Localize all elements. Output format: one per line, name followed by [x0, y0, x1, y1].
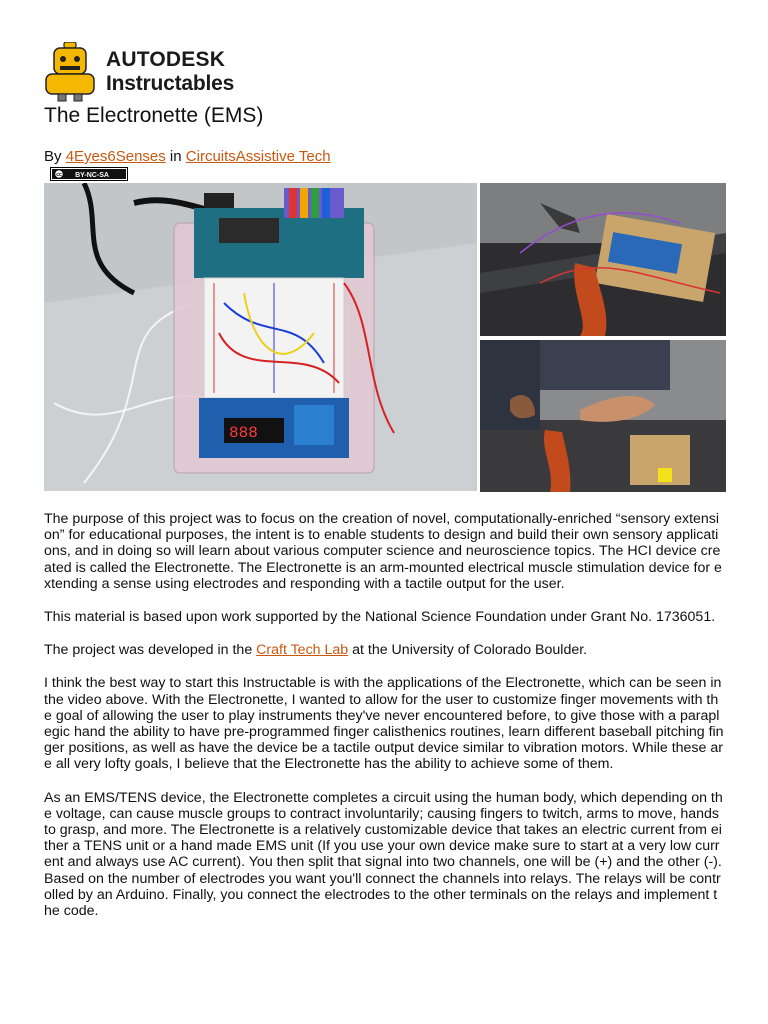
paragraph-nsf: This material is based upon work supported by the National Science Foundation under Grant No. 1736051.	[44, 609, 716, 626]
byline-middle: in	[165, 148, 186, 165]
article-body	[44, 511, 724, 936]
instructables-logo[interactable]	[44, 42, 244, 102]
svg-text:cc: cc	[56, 172, 62, 178]
photo-gallery	[44, 183, 726, 492]
brand-instructables: Instructables	[106, 72, 235, 95]
byline	[44, 148, 331, 165]
page-title: The Electronette (EMS)	[44, 104, 264, 127]
paragraph-lab	[44, 642, 724, 658]
svg-text:888: 888	[229, 424, 258, 442]
craft-tech-lab-link[interactable]: Craft Tech Lab	[256, 642, 349, 659]
robot-logo-icon	[44, 42, 96, 102]
paragraph-lab-after: at the University of Colorado Boulder.	[348, 642, 588, 659]
byline-prefix: By	[44, 148, 66, 165]
cc-license-badge[interactable]	[50, 167, 128, 181]
brand-autodesk: AUTODESK	[106, 48, 226, 71]
photo-user-hand[interactable]	[480, 340, 726, 492]
paragraph-intro: The purpose of this project was to focus on the creation of novel, computationally-enriched “sensory extension” for educational purposes, the intent is to enable students to design and build their own sensory applications, and in doing so will learn about various computer science and neuroscience topics. The HCI device created is called the Electronette. The Electronette is an arm-mounted electrical muscle stimulation device for extending a sense using electrodes and responding with a tactile output for the user.	[44, 511, 722, 592]
paragraph-lab-before: The project was developed in the	[44, 642, 257, 659]
photo-hand-model[interactable]	[480, 183, 726, 336]
photo-electronette-board[interactable]	[44, 183, 477, 491]
author-link[interactable]: 4Eyes6Senses	[65, 148, 166, 165]
paragraph-applications: I think the best way to start this Instructable is with the applications of the Electronette, which can be seen in the video above. With the Electronette, I wanted to allow for the user to customize finger movements with the goal of allowing the user to play instruments they've never encountered before, to give those with a paraplegic hand the ability to have pre-programmed finger calisthenics routines, learn different baseball pitching finger positions, as well as have the device be a tactile output device similar to vibration motors. While these are all very lofty goals, I believe that the Electronette has the ability to achieve some of them.	[44, 675, 724, 773]
license-text: BY-NC-SA	[75, 172, 109, 179]
paragraph-ems-device: As an EMS/TENS device, the Electronette completes a circuit using the human body, which depending on the voltage, can cause muscle groups to contract involuntarily; causing fingers to twitch, arms to move, hands to grasp, and more. The Electronette is a relatively customizable device that takes an electric current from either a TENS unit or a hand made EMS unit (If you use your own device make sure to start at a very low current and always use AC current). You then split that signal into two channels, one will be (+) and the other (-). Based on the number of electrodes you want you'll connect the channels into relays. The relays will be controlled by an Arduino. Finally, you connect the electrodes to the other terminals on the relays and implement the code.	[44, 789, 723, 920]
category-link[interactable]: CircuitsAssistive Tech	[185, 148, 331, 165]
